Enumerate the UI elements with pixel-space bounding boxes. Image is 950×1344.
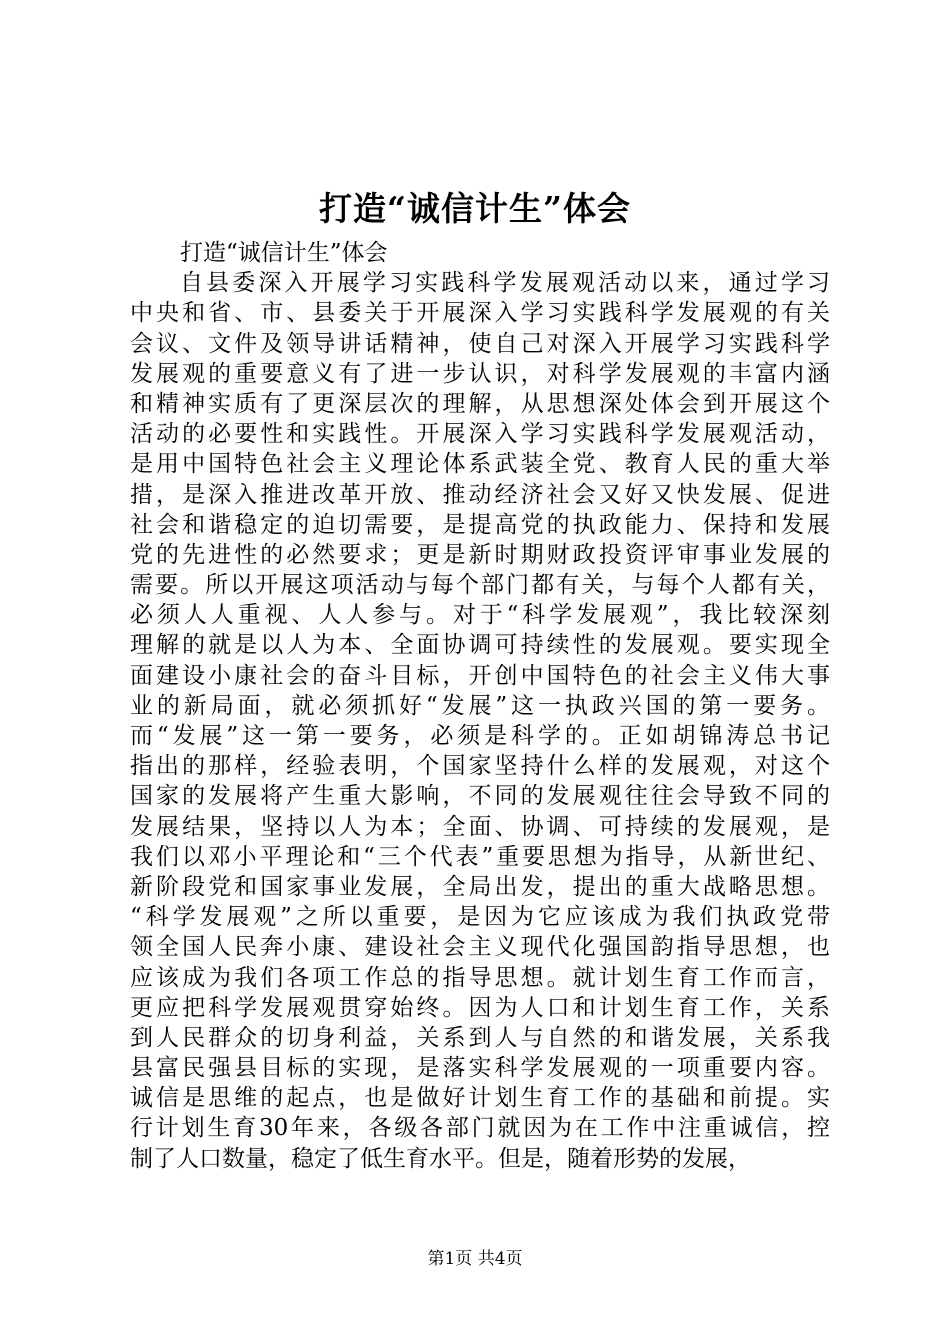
paragraph-line: 而“发展”这一第一要务，必须是科学的。正如胡锦涛总书记 — [130, 723, 830, 749]
paragraph-line: 业的新局面，就必须抓好“发展”这一执政兴国的第一要务。 — [130, 692, 830, 719]
paragraph-line: 发展结果，坚持以人为本；全面、协调、可持续的发展观，是 — [130, 813, 830, 840]
paragraph-line: 应该成为我们各项工作总的指导思想。就计划生育工作而言， — [130, 964, 830, 991]
paragraph-line: “科学发展观”之所以重要，是因为它应该成为我们执政党带 — [130, 904, 830, 931]
paragraph-line: 制了人口数量，稳定了低生育水平。但是，随着形势的发展， — [130, 1145, 751, 1172]
body-paragraph — [130, 268, 830, 1174]
paragraph-line: 县富民强县目标的实现，是落实科学发展观的一项重要内容。 — [130, 1055, 830, 1082]
paragraph-line: 理解的就是以人为本、全面协调可持续性的发展观。要实现全 — [130, 632, 830, 659]
paragraph-line: 更应把科学发展观贯穿始终。因为人口和计划生育工作，关系 — [130, 994, 830, 1021]
paragraph-line: 会议、文件及领导讲话精神，使自己对深入开展学习实践科学 — [130, 330, 830, 357]
paragraph-line: 中央和省、市、县委关于开展深入学习实践科学发展观的有关 — [130, 300, 830, 327]
paragraph-line: 需要。所以开展这项活动与每个部门都有关，与每个人都有关， — [130, 572, 830, 599]
paragraph-line: 国家的发展将产生重大影响，不同的发展观往往会导致不同的 — [130, 783, 830, 810]
paragraph-line: 我们以邓小平理论和“三个代表”重要思想为指导，从新世纪、 — [130, 843, 830, 870]
paragraph-line: 发展观的重要意义有了进一步认识，对科学发展观的丰富内涵 — [130, 360, 830, 387]
paragraph-line: 必须人人重视、人人参与。对于“科学发展观”，我比较深刻 — [130, 602, 830, 629]
paragraph-line: 行计划生育30年来，各级各部门就因为在工作中注重诚信，控 — [130, 1115, 830, 1142]
paragraph-line: 新阶段党和国家事业发展，全局出发，提出的重大战略思想。 — [130, 873, 830, 900]
page-number: 第1页 共4页 — [427, 1249, 523, 1269]
paragraph-line: 领全国人民奔小康、建设社会主义现代化强国韵指导思想，也 — [130, 934, 830, 961]
paragraph-line: 活动的必要性和实践性。开展深入学习实践科学发展观活动， — [130, 421, 830, 448]
paragraph-line: 社会和谐稳定的迫切需要，是提高党的执政能力、保持和发展 — [130, 511, 830, 538]
page-title: 打造“诚信计生”体会 — [319, 189, 631, 228]
document-body — [130, 238, 830, 1174]
paragraph-line: 指出的那样，经验表明，个国家坚持什么样的发展观，对这个 — [130, 753, 830, 780]
document-subtitle: 打造“诚信计生”体会 — [180, 240, 388, 266]
paragraph-line: 是用中国特色社会主义理论体系武装全党、教育人民的重大举 — [130, 451, 830, 478]
paragraph-line: 到人民群众的切身利益，关系到人与自然的和谐发展，关系我 — [130, 1024, 830, 1051]
paragraph-line: 和精神实质有了更深层次的理解，从思想深处体会到开展这个 — [130, 390, 830, 417]
paragraph-line: 面建设小康社会的奋斗目标，开创中国特色的社会主义伟大事 — [130, 662, 830, 689]
paragraph-line: 措，是深入推进改革开放、推动经济社会又好又快发展、促进 — [130, 481, 830, 508]
paragraph-line: 党的先进性的必然要求；更是新时期财政投资评审事业发展的 — [130, 541, 830, 568]
paragraph-line: 自县委深入开展学习实践科学发展观活动以来，通过学习 — [180, 270, 830, 297]
paragraph-line: 诚信是思维的起点，也是做好计划生育工作的基础和前提。实 — [130, 1085, 830, 1112]
